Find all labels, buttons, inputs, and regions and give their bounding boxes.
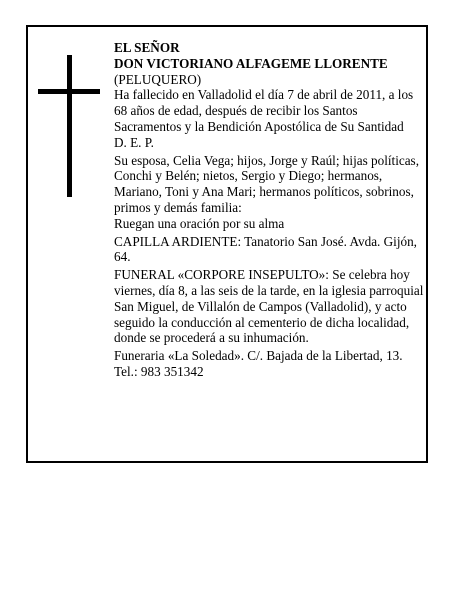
deceased-profession: (PELUQUERO) bbox=[114, 71, 202, 87]
prayer-request: Ruegan una oración por su alma bbox=[114, 215, 285, 231]
cross-vertical-bar bbox=[67, 55, 72, 197]
funeral-home-info: Funeraria «La Soledad». C/. Bajada de la Libertad, 13. Tel.: 983 351342 bbox=[114, 348, 403, 379]
obituary-notice bbox=[26, 25, 428, 463]
chapel-info: CAPILLA ARDIENTE: Tanatorio San José. Avda. Gijón, 64. bbox=[114, 233, 417, 265]
family-list: Su esposa, Celia Vega; hijos, Jorge y Raúl; hijas políticas, Conchi y Belén; nietos, Sergio y Diego; hermanos, Mariano, Toni y Ana Mari; hermanos políticos, sobrinos, primos y demás familia: bbox=[114, 152, 419, 215]
cross-horizontal-bar bbox=[38, 89, 100, 94]
notice-text bbox=[114, 40, 424, 380]
rest-in-peace: D. E. P. bbox=[114, 134, 154, 150]
deceased-name: DON VICTORIANO ALFAGEME LLORENTE bbox=[114, 55, 388, 71]
funeral-info: FUNERAL «CORPORE INSEPULTO»: Se celebra hoy viernes, día 8, a las seis de la tarde, en la iglesia parroquial San Miguel, de Villalón de Campos (Valladolid), y acto seguido la conducción al cementerio de dicha localidad, donde se procederá a su inhumación. bbox=[114, 267, 424, 346]
notice-heading: EL SEÑOR bbox=[114, 40, 180, 55]
death-announcement: Ha fallecido en Valladolid el día 7 de abril de 2011, a los 68 años de edad, después de recibir los Santos Sacramentos y la Bendición Apostólica de Su Santidad bbox=[114, 87, 414, 134]
